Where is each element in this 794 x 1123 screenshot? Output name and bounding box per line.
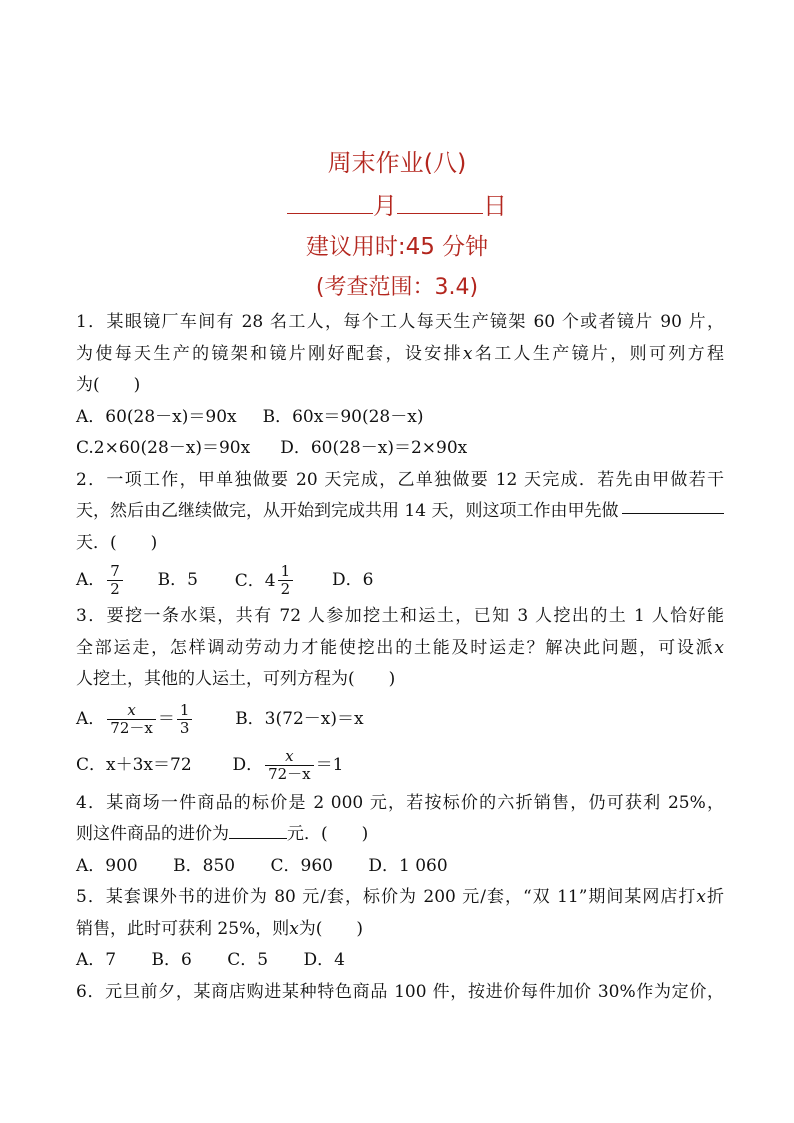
q3-a-label: A． xyxy=(76,708,106,729)
question-list xyxy=(76,307,724,1008)
q5-option-d: D．4 xyxy=(303,950,345,970)
day-blank xyxy=(397,193,483,214)
q4-line1: 4．某商场一件商品的标价是 2 000 元，若按标价的六折销售，仍可获利 25%， xyxy=(76,792,724,813)
q3-a-rnum: 1 xyxy=(179,700,190,719)
time-hint: 建议用时:45 分钟 xyxy=(305,234,489,260)
q1-options-ab xyxy=(76,402,724,434)
q4-line2 xyxy=(76,819,724,851)
q3-option-b: B．3(72－x)＝x xyxy=(235,708,364,729)
q5-options xyxy=(76,945,724,977)
q5-option-c: C．5 xyxy=(227,950,269,970)
q3-line1: 3．要挖一条水渠，共有 72 人参加挖土和运土，已知 3 人挖出的土 1 人恰好能 xyxy=(76,606,724,626)
q1-line2-text-b: 名工人生产镜片，则可列方程 xyxy=(472,343,725,364)
q4-option-d: D．1 060 xyxy=(368,855,448,876)
q1-line1: 1．某眼镜厂车间有 28 名工人，每个工人每天生产镜架 60 个或者镜片 90 片， xyxy=(76,312,724,332)
q2-c-label: C．4 xyxy=(234,570,276,591)
q6-line1: 6．元旦前夕，某商店购进某种特色商品 100 件，按进价每件加价 30%作为定价， xyxy=(76,981,724,1002)
q5-line2-text-b: 为( ) xyxy=(298,918,364,939)
q3-line3: 人挖土，其他的人运土，可列方程为( ) xyxy=(76,669,396,689)
q3-options-cd xyxy=(76,742,724,788)
q2-c-num: 1 xyxy=(280,562,291,580)
q3-option-a-left-fraction xyxy=(107,702,156,737)
q3-d-rest: ＝1 xyxy=(315,754,344,775)
q4-line2-text-b: 元．( ) xyxy=(287,824,369,844)
q2-line3: 天．( ) xyxy=(76,532,158,553)
q5-var2: x xyxy=(289,918,299,939)
q2-line2 xyxy=(76,496,724,528)
q1-option-c: C.2×60(28－x)＝90x xyxy=(76,438,251,458)
q5-line1-text-a: 5．某套课外书的进价为 80 元/套，标价为 200 元/套，“双 11”期间某网店打 xyxy=(76,887,697,907)
q3-option-c: C．x＋3x＝72 xyxy=(76,754,192,775)
q3-d-label: D． xyxy=(232,754,264,775)
q3-line2-text: 全部运走，怎样调动劳动力才能使挖出的土能及时运走？解决此问题，可设派 xyxy=(76,637,715,658)
q2-answer-blank xyxy=(622,496,724,514)
q4-answer-blank xyxy=(229,821,287,839)
q2-c-den: 2 xyxy=(278,580,294,598)
q4-option-c: C．960 xyxy=(270,855,333,876)
q2-line1: 2．一项工作，甲单独做要 20 天完成，乙单独做要 12 天完成．若先由甲做若干 xyxy=(76,469,724,490)
day-label: 日 xyxy=(483,192,507,220)
q4-line2-text-a: 则这件商品的进价为 xyxy=(76,824,229,844)
page-title: 周末作业(八) xyxy=(327,149,467,177)
q3-line2 xyxy=(76,633,724,665)
q3-option-a-right-fraction xyxy=(177,702,193,737)
q3-d-den: 72－x xyxy=(265,765,314,783)
q4-option-b: B．850 xyxy=(173,855,236,876)
q3-d-num: x xyxy=(285,746,294,765)
q2-option-a-fraction xyxy=(107,563,123,598)
q3-option-d-fraction xyxy=(265,748,314,783)
month-label: 月 xyxy=(373,192,397,220)
q2-option-d: D．6 xyxy=(331,570,374,590)
q1-option-b: B．60x＝90(28－x) xyxy=(262,406,424,427)
q1-option-d: D．60(28－x)＝2×90x xyxy=(280,438,468,458)
q2-a-den: 2 xyxy=(107,580,123,598)
q3-a-den: 72－x xyxy=(107,719,156,737)
q3-a-rden: 3 xyxy=(177,719,193,737)
q1-line3: 为( ) xyxy=(76,375,141,395)
date-line xyxy=(0,186,794,221)
month-blank xyxy=(287,193,373,214)
q1-option-a: A．60(28－x)＝90x xyxy=(76,406,237,427)
q3-options-ab xyxy=(76,696,724,742)
q1-line2 xyxy=(76,339,724,371)
q2-option-a-label: A． xyxy=(76,570,106,590)
q4-options xyxy=(76,851,724,883)
scope-note: (考查范围：3.4) xyxy=(315,275,479,300)
q2-a-num: 7 xyxy=(110,562,120,580)
q5-option-a: A．7 xyxy=(76,950,117,970)
q1-line2-text-a: 为使每天生产的镜架和镜片刚好配套，设安排 xyxy=(76,343,463,364)
q5-var1: x xyxy=(696,887,706,907)
q3-var: x xyxy=(714,637,724,658)
q2-line2-text: 天，然后由乙继续做完，从开始到完成共用 14 天，则这项工作由甲先做 xyxy=(76,501,619,521)
q5-line2-text-a: 销售，此时可获利 25%，则 xyxy=(76,918,290,939)
q4-option-a: A．900 xyxy=(76,855,138,876)
q2-option-c xyxy=(235,560,295,602)
q1-options-cd xyxy=(76,433,724,465)
q3-a-num: x xyxy=(127,700,136,719)
q3-a-eq: ＝ xyxy=(157,708,175,729)
q5-line1 xyxy=(76,882,724,914)
q5-option-b: B．6 xyxy=(151,950,192,970)
q1-var: x xyxy=(462,343,473,364)
q2-option-b: B．5 xyxy=(157,570,198,590)
q2-option-c-fraction xyxy=(278,563,294,598)
q5-line1-text-b: 折 xyxy=(706,887,725,907)
q2-options xyxy=(76,559,724,601)
q5-line2 xyxy=(76,914,724,946)
